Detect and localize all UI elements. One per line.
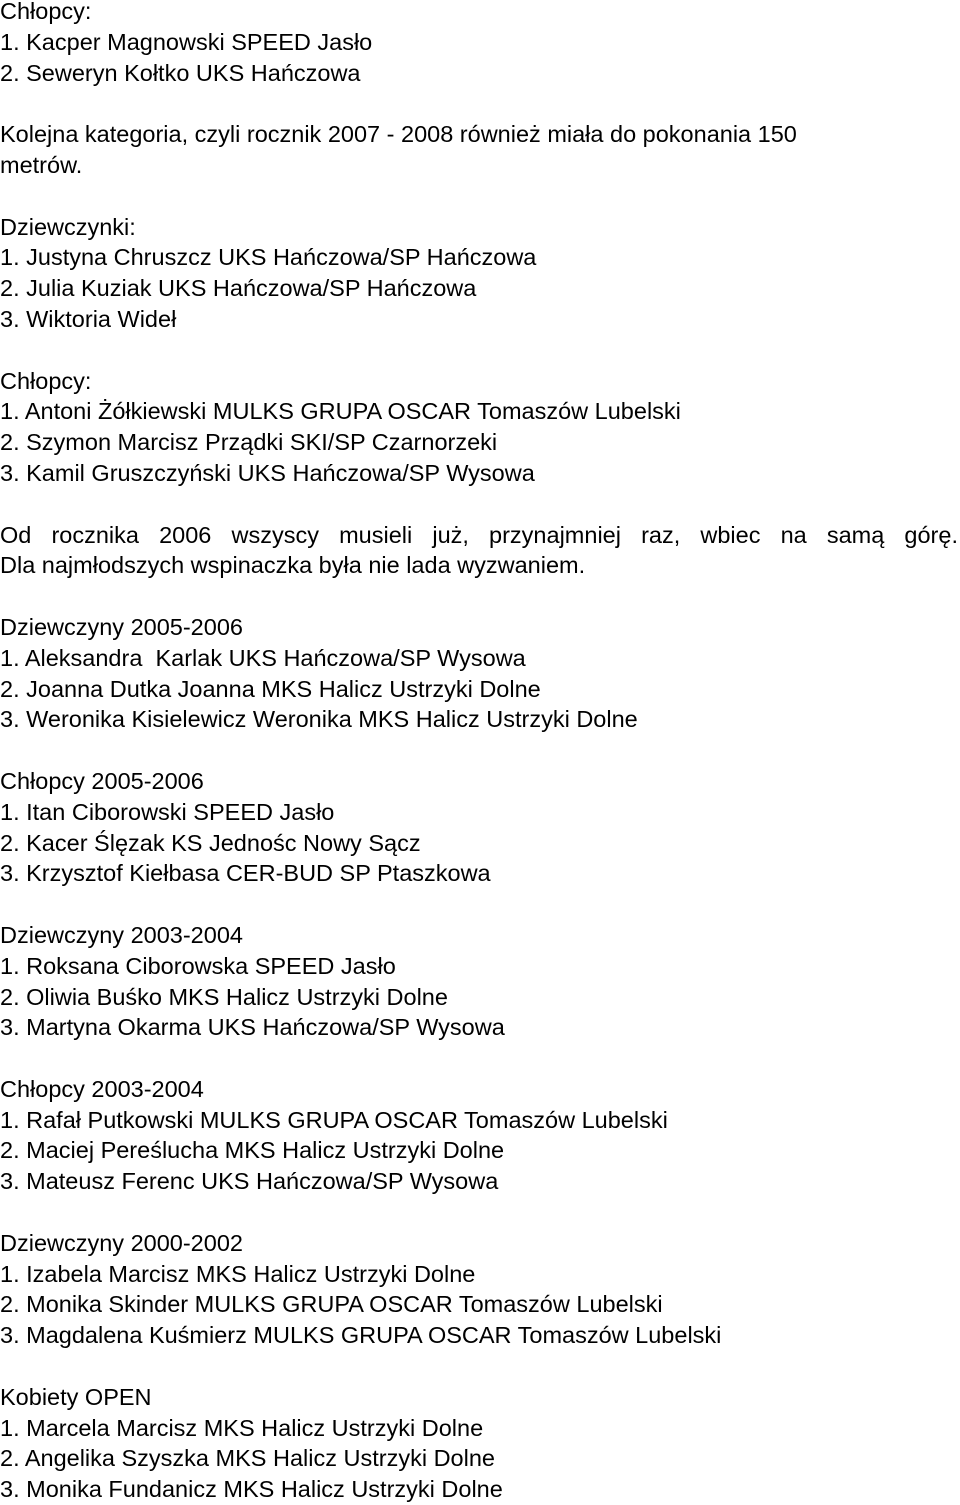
result-item: 2. Kacer Ślęzak KS Jednośc Nowy Sącz xyxy=(0,829,421,856)
result-item: 1. Roksana Ciborowska SPEED Jasło xyxy=(0,952,396,979)
result-item: 1. Izabela Marcisz MKS Halicz Ustrzyki Dolne xyxy=(0,1260,476,1287)
section-heading-girls-2005-2006: Dziewczyny 2005-2006 xyxy=(0,613,243,640)
spacer xyxy=(0,1197,960,1228)
result-item: 1. Justyna Chruszcz UKS Hańczowa/SP Hańczowa xyxy=(0,244,537,271)
spacer xyxy=(0,181,960,212)
result-item: 1. Aleksandra Karlak UKS Hańczowa/SP Wysowa xyxy=(0,644,526,671)
result-item: 2. Monika Skinder MULKS GRUPA OSCAR Tomaszów Lubelski xyxy=(0,1291,663,1318)
section-heading-boys-2005-2006: Chłopcy 2005-2006 xyxy=(0,767,204,794)
paragraph-line: Dla najmłodszych wspinaczka była nie lada wyzwaniem. xyxy=(0,552,586,579)
result-item: 1. Rafał Putkowski MULKS GRUPA OSCAR Tomaszów Lubelski xyxy=(0,1106,668,1133)
result-item: 1. Itan Ciborowski SPEED Jasło xyxy=(0,798,335,825)
result-item: 2. Angelika Szyszka MKS Halicz Ustrzyki Dolne xyxy=(0,1445,495,1472)
paragraph-line: Kolejna kategoria, czyli rocznik 2007 - 2008 również miała do pokonania 150 xyxy=(0,121,797,148)
spacer xyxy=(0,1043,960,1074)
spacer xyxy=(0,335,960,366)
result-item: 3. Magdalena Kuśmierz MULKS GRUPA OSCAR Tomaszów Lubelski xyxy=(0,1322,722,1349)
result-item: 1. Antoni Żółkiewski MULKS GRUPA OSCAR Tomaszów Lubelski xyxy=(0,398,681,425)
result-item: 2. Szymon Marcisz Prządki SKI/SP Czarnorzeki xyxy=(0,429,498,456)
result-item: 3. Mateusz Ferenc UKS Hańczowa/SP Wysowa xyxy=(0,1168,499,1195)
section-heading-boys: Chłopcy: xyxy=(0,367,92,394)
result-item: 3. Weronika Kisielewicz Weronika MKS Halicz Ustrzyki Dolne xyxy=(0,706,638,733)
spacer xyxy=(0,889,960,920)
section-heading-boys-2003-2004: Chłopcy 2003-2004 xyxy=(0,1075,204,1102)
spacer xyxy=(0,735,960,766)
paragraph-line-justified: Od rocznika 2006 wszyscy musieli już, przynajmniej raz, wbiec na samą górę. xyxy=(0,521,958,548)
result-item: 2. Oliwia Buśko MKS Halicz Ustrzyki Dolne xyxy=(0,983,448,1010)
spacer xyxy=(0,88,960,119)
section-heading-women-open: Kobiety OPEN xyxy=(0,1383,152,1410)
section-heading-girls-2000-2002: Dziewczyny 2000-2002 xyxy=(0,1229,243,1256)
section-heading-girls-2003-2004: Dziewczyny 2003-2004 xyxy=(0,921,243,948)
result-item: 2. Seweryn Kołtko UKS Hańczowa xyxy=(0,59,361,86)
result-item: 3. Martyna Okarma UKS Hańczowa/SP Wysowa xyxy=(0,1014,505,1041)
result-item: 2. Joanna Dutka Joanna MKS Halicz Ustrzyki Dolne xyxy=(0,675,541,702)
result-item: 1. Kacper Magnowski SPEED Jasło xyxy=(0,28,373,55)
spacer xyxy=(0,489,960,520)
result-item: 3. Kamil Gruszczyński UKS Hańczowa/SP Wysowa xyxy=(0,459,535,486)
paragraph-line: metrów. xyxy=(0,151,83,178)
result-item: 1. Marcela Marcisz MKS Halicz Ustrzyki Dolne xyxy=(0,1414,484,1441)
result-item: 3. Wiktoria Wideł xyxy=(0,305,177,332)
section-heading-boys: Chłopcy: xyxy=(0,0,92,24)
result-item: 3. Monika Fundanicz MKS Halicz Ustrzyki Dolne xyxy=(0,1476,503,1503)
spacer xyxy=(0,1351,960,1382)
result-item: 2. Julia Kuziak UKS Hańczowa/SP Hańczowa xyxy=(0,275,477,302)
section-heading-girls: Dziewczynki: xyxy=(0,213,136,240)
result-item: 3. Krzysztof Kiełbasa CER-BUD SP Ptaszkowa xyxy=(0,860,491,887)
spacer xyxy=(0,581,960,612)
result-item: 2. Maciej Pereślucha MKS Halicz Ustrzyki Dolne xyxy=(0,1137,505,1164)
